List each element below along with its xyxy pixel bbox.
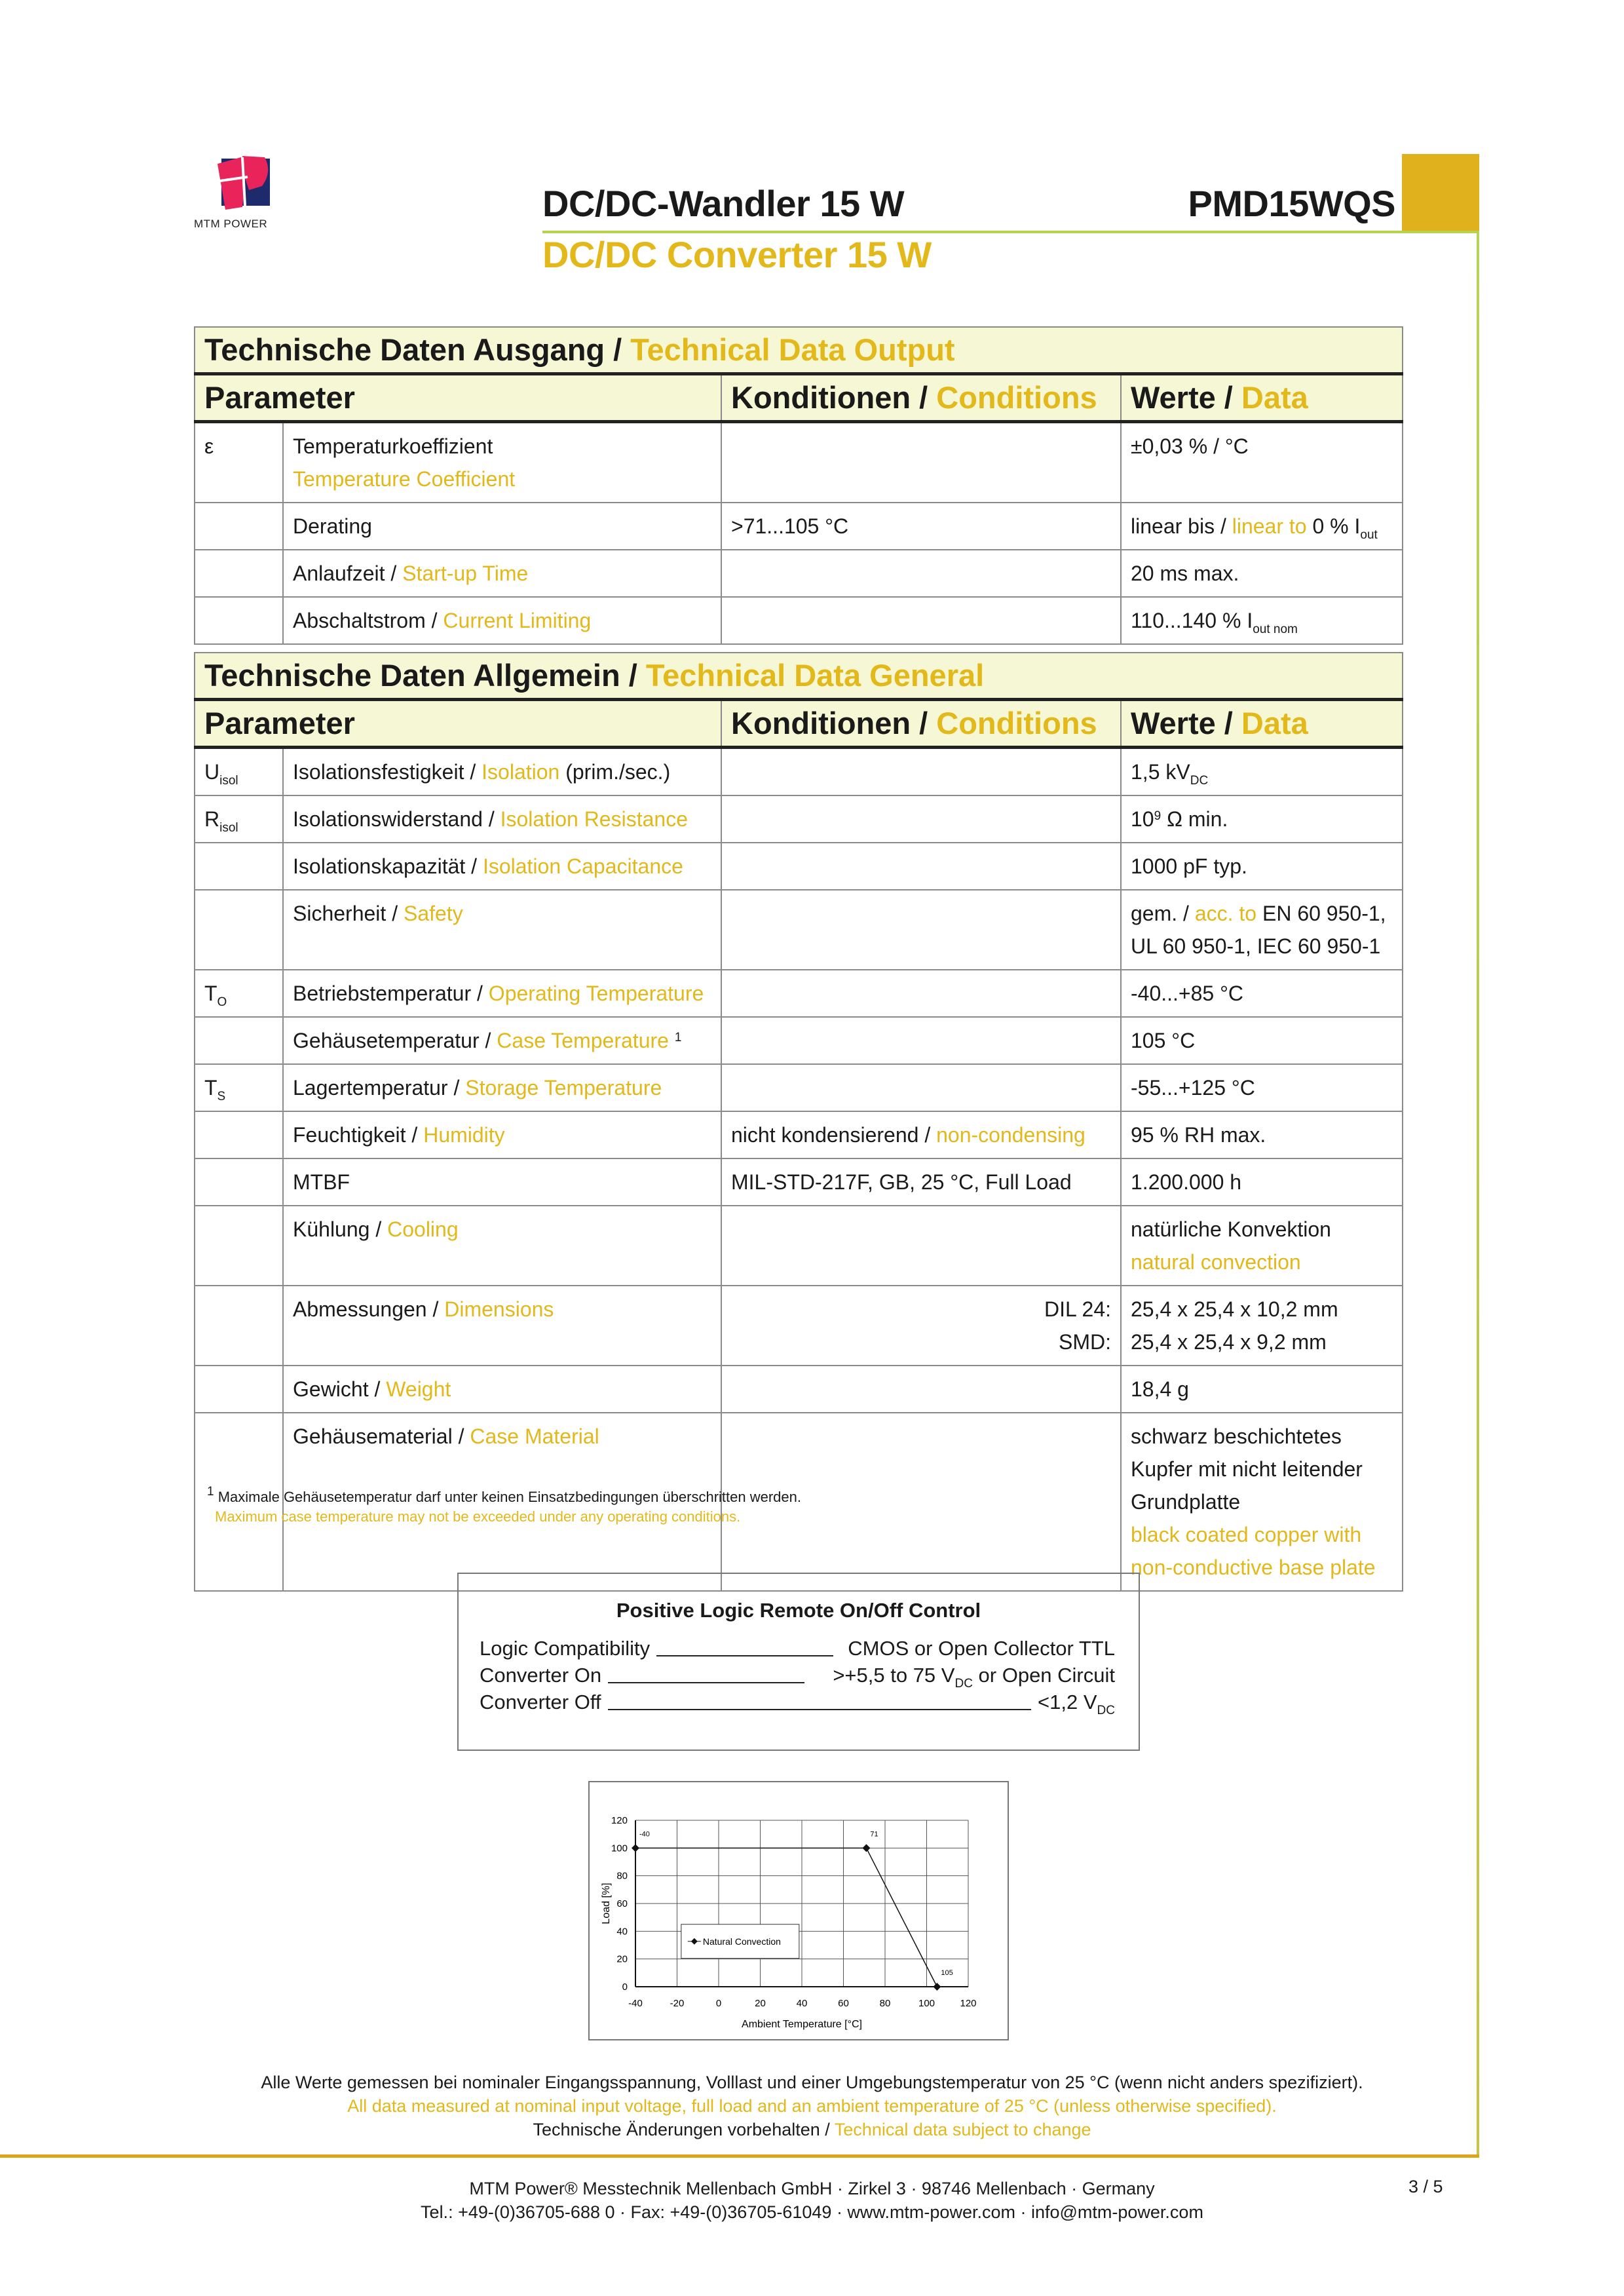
svg-text:40: 40 [796,1998,808,2009]
remote-title: Positive Logic Remote On/Off Control [616,1599,981,1622]
symbol [195,1158,283,1206]
condition [721,1017,1121,1064]
svg-text:120: 120 [960,1998,977,2009]
bottom-rule [0,2154,1479,2158]
col-header-data: Werte / Data [1121,374,1403,422]
symbol [195,890,283,970]
svg-text:Ambient Temperature [°C]: Ambient Temperature [°C] [742,2019,862,2030]
table-row [195,503,1403,550]
col-header-parameter: Parameter [195,374,721,422]
symbol [195,1017,283,1064]
svg-text:20: 20 [755,1998,766,2009]
svg-text:80: 80 [616,1870,628,1882]
table-row [195,1064,1403,1111]
symbol [195,1286,283,1366]
col-header-parameter: Parameter [195,700,721,748]
condition [721,748,1121,796]
table-row [195,970,1403,1017]
svg-text:Load [%]: Load [%] [601,1883,612,1924]
svg-text:71: 71 [870,1830,878,1839]
symbol: $R_{isol}$ [195,795,283,843]
symbol [195,1111,283,1158]
symbol: $T_O$ [195,970,283,1017]
condition [721,1206,1121,1286]
section-title-de: Technische Daten Allgemein / [204,658,646,693]
parameter: Gehäusematerial / Case Material [283,1413,721,1591]
table-row [195,1366,1403,1413]
parameter: Abschaltstrom / Current Limiting [283,597,721,644]
condition [721,1064,1121,1111]
table-row [195,550,1403,597]
value: -40...+85 °C [1121,970,1403,1017]
section-title-en: Technical Data General [645,658,985,693]
parameter: Lagertemperatur / Storage Temperature [283,1064,721,1111]
col-header-conditions: Konditionen / Conditions [721,374,1121,422]
footnote-marker: 1 [674,1031,682,1044]
note-de: Alle Werte gemessen bei nominaler Eingangsspannung, Volllast und einer Umgebungstemperatur von 25 °C (wenn nicht anders spezifiziert). [261,2073,1363,2092]
svg-text:Natural Convection: Natural Convection [702,1936,781,1947]
table-row [195,1017,1403,1064]
symbol [195,550,283,597]
svg-text:120: 120 [611,1815,628,1826]
condition: DIL 24: SMD: [721,1286,1121,1366]
value: 18,4 g [1121,1366,1403,1413]
svg-text:20: 20 [616,1953,628,1965]
value: 25,4 x 25,4 x 10,2 mm 25,4 x 25,4 x 9,2 mm [1121,1286,1403,1366]
parameter: Isolationswiderstand / Isolation Resistance [283,795,721,843]
parameter: Abmessungen / Dimensions [283,1286,721,1366]
symbol [195,597,283,644]
output-data-table [194,326,1403,645]
parameter: Temperaturkoeffizient Temperature Coefficient [283,422,721,503]
page-title-de: DC/DC-Wandler 15 W [542,183,905,224]
footer [0,2177,1624,2224]
svg-text:0: 0 [622,1981,628,1993]
table-row [195,795,1403,843]
parameter: Betriebstemperatur / Operating Temperature [283,970,721,1017]
svg-text:105: 105 [941,1969,953,1977]
parameter: Sicherheit / Safety [283,890,721,970]
value: gem. / acc. to EN 60 950-1, UL 60 950-1, IEC 60 950-1 [1121,890,1403,970]
parameter: Isolationskapazität / Isolation Capacitance [283,843,721,890]
table-row [195,1286,1403,1366]
condition [721,890,1121,970]
note-change: Technische Änderungen vorbehalten / Technical data subject to change [533,2120,1091,2139]
symbol: $T_S$ [195,1064,283,1111]
model-number: PMD15WQS [1188,183,1395,224]
remote-row-logic: Logic Compatibility CMOS or Open Collector TTL [480,1637,1115,1660]
svg-text:-40: -40 [639,1830,650,1839]
value: 105 °C [1121,1017,1403,1064]
value: 1000 pF typ. [1121,843,1403,890]
symbol [195,503,283,550]
symbol [195,843,283,890]
col-header-data: Werte / Data [1121,700,1403,748]
value: 110...140 % $I_{out nom}$ [1121,597,1403,644]
footer-address: MTM Power® Messtechnik Mellenbach GmbH · Zirkel 3 · 98746 Mellenbach · Germany [469,2179,1155,2198]
parameter: Feuchtigkeit / Humidity [283,1111,721,1158]
footnote-de: Maximale Gehäusetemperatur darf unter keinen Einsatzbedingungen überschritten werden. [217,1489,802,1505]
section-title [195,327,1403,374]
condition: MIL-STD-217F, GB, 25 °C, Full Load [721,1158,1121,1206]
parameter: Kühlung / Cooling [283,1206,721,1286]
mtm-power-logo-icon [216,152,275,211]
parameter: Anlaufzeit / Start-up Time [283,550,721,597]
parameter: Isolationsfestigkeit / Isolation (prim./sec.) [283,748,721,796]
value: 20 ms max. [1121,550,1403,597]
remote-row-on: Converter On >+5,5 to 75 $V_{DC}$ or Open Circuit [480,1664,1115,1691]
table-row [195,1111,1403,1158]
table-row [195,597,1403,644]
right-border-rule [1477,233,1479,2158]
table-row [195,748,1403,796]
footnote [207,1487,801,1527]
svg-text:-20: -20 [670,1998,685,2009]
condition [721,795,1121,843]
note-en: All data measured at nominal input voltage, full load and an ambient temperature of 25 °C (unless otherwise specified). [347,2096,1277,2116]
table-row [195,890,1403,970]
derating-chart [588,1781,1009,2040]
value: 95 % RH max. [1121,1111,1403,1158]
symbol [195,1206,283,1286]
condition [721,970,1121,1017]
measurement-notes [0,2071,1624,2141]
gold-corner-tab [1402,154,1479,233]
value: $10^9$ Ω min. [1121,795,1403,843]
condition [721,550,1121,597]
section-title-en: Technical Data Output [630,332,955,367]
parameter: MTBF [283,1158,721,1206]
derating-chart-plot [590,1782,1010,2042]
remote-control-box [457,1573,1140,1751]
section-title [195,653,1403,700]
value: ±0,03 % / °C [1121,422,1403,503]
condition [721,422,1121,503]
symbol: ε [195,422,283,503]
page-title-en: DC/DC Converter 15 W [542,234,932,275]
svg-text:-40: -40 [628,1998,643,2009]
value: 1,5 $kV_{DC}$ [1121,748,1403,796]
table-row [195,843,1403,890]
svg-text:100: 100 [611,1843,628,1854]
condition: nicht kondensierend / non-condensing [721,1111,1121,1158]
condition: >71...105 °C [721,503,1121,550]
page-number: 3 / 5 [1408,2177,1443,2196]
symbol: $U_{isol}$ [195,748,283,796]
svg-text:60: 60 [616,1898,628,1909]
svg-text:40: 40 [616,1926,628,1938]
value: -55...+125 °C [1121,1064,1403,1111]
section-title-de: Technische Daten Ausgang / [204,332,631,367]
condition [721,597,1121,644]
parameter: Derating [283,503,721,550]
table-row [195,1158,1403,1206]
table-row [195,1206,1403,1286]
svg-text:60: 60 [838,1998,849,2009]
value: 1.200.000 h [1121,1158,1403,1206]
condition [721,1366,1121,1413]
footer-contact: Tel.: +49-(0)36705-688 0 · Fax: +49-(0)36705-61049 · www.mtm-power.com · info@mtm-power.com [421,2202,1203,2222]
parameter: Gehäusetemperatur / Case Temperature $^1$ [283,1017,721,1064]
symbol [195,1366,283,1413]
logo-text: MTM POWER [194,218,268,230]
svg-text:0: 0 [715,1998,722,2009]
value: natürliche Konvektion natural convection [1121,1206,1403,1286]
general-data-table [194,652,1403,1592]
remote-row-off: Converter Off <1,2 $V_{DC}$ [480,1691,1115,1717]
svg-text:80: 80 [879,1998,891,2009]
value: linear bis / linear to 0 % $I_{out}$ [1121,503,1403,550]
table-row [195,422,1403,503]
parameter: Gewicht / Weight [283,1366,721,1413]
value: schwarz beschichtetes Kupfer mit nicht leitender Grundplatte black coated copper with non-conductive base plate [1121,1413,1403,1591]
col-header-conditions: Konditionen / Conditions [721,700,1121,748]
footnote-marker: 1 [207,1485,214,1499]
condition [721,843,1121,890]
footnote-en: Maximum case temperature may not be exceeded under any operating conditions. [215,1508,741,1525]
svg-text:100: 100 [918,1998,935,2009]
